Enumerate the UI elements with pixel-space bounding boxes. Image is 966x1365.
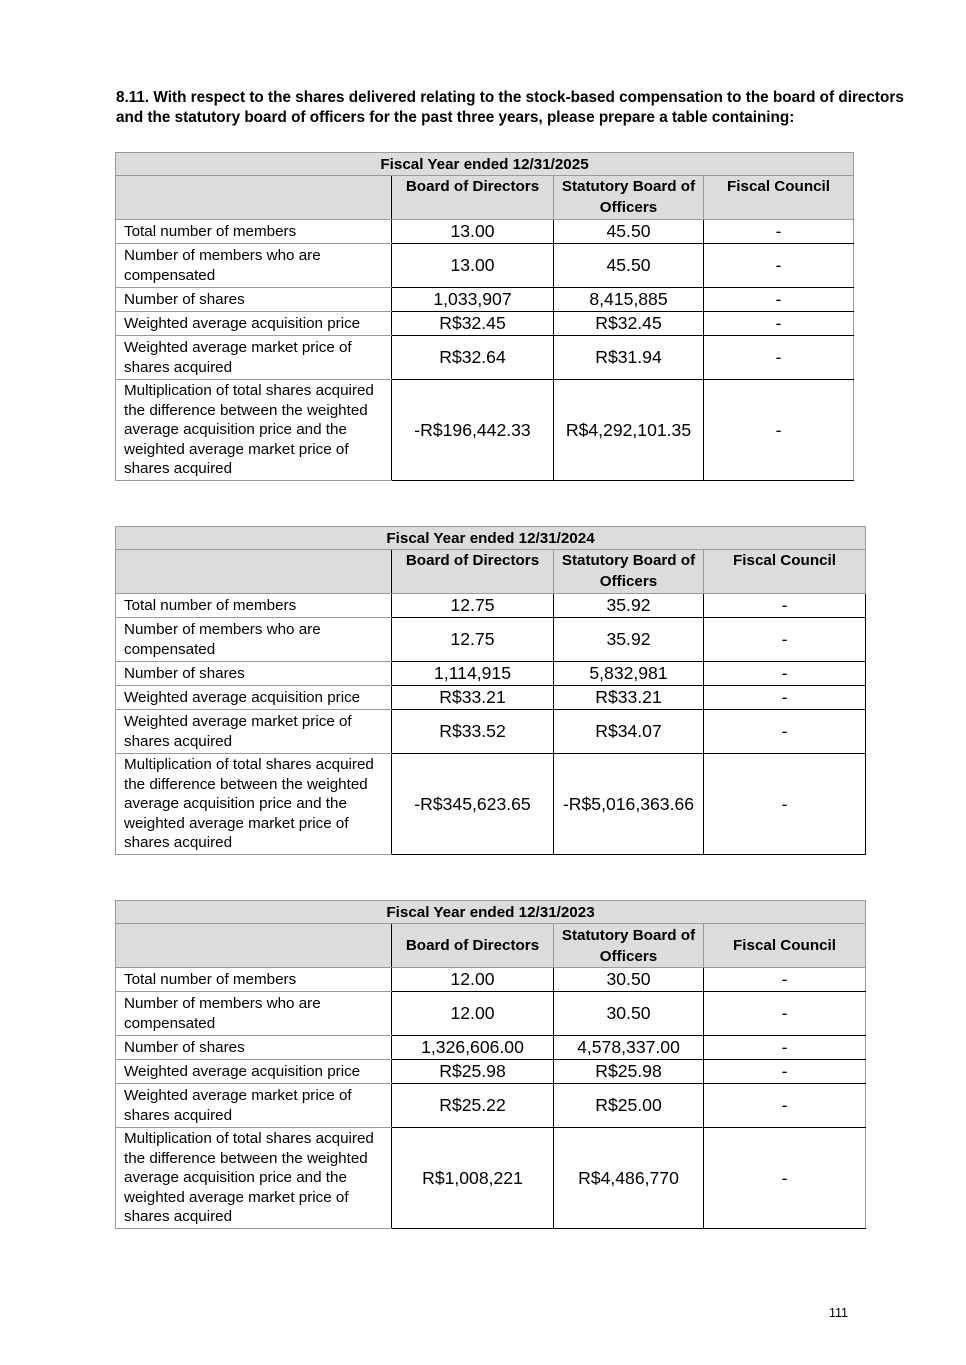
fiscal-value: - xyxy=(704,618,866,662)
fiscal-value: - xyxy=(704,594,866,618)
table-title: Fiscal Year ended 12/31/2023 xyxy=(116,901,866,924)
row-label: Weighted average acquisition price xyxy=(116,312,392,336)
row-label: Weighted average market price of shares acquired xyxy=(116,710,392,754)
row-label: Total number of members xyxy=(116,968,392,992)
row-label: Multiplication of total shares acquired the difference between the weighted average acquisition price and the weighted average market price of shares acquired xyxy=(116,380,392,481)
table-row xyxy=(116,594,866,618)
statutory-value: 5,832,981 xyxy=(554,662,704,686)
fiscal-value: - xyxy=(704,686,866,710)
fiscal-value: - xyxy=(704,1128,866,1229)
table-row xyxy=(116,618,866,662)
header-fiscal-council: Fiscal Council xyxy=(704,550,866,594)
statutory-value: 35.92 xyxy=(554,594,704,618)
table-row xyxy=(116,686,866,710)
row-label: Number of members who are compensated xyxy=(116,244,392,288)
statutory-value: R$4,292,101.35 xyxy=(554,380,704,481)
table-row xyxy=(116,754,866,855)
table-row xyxy=(116,968,866,992)
statutory-value: 4,578,337.00 xyxy=(554,1036,704,1060)
board-value: 12.00 xyxy=(392,968,554,992)
header-board-of-directors: Board of Directors xyxy=(392,924,554,968)
row-label: Multiplication of total shares acquired the difference between the weighted average acquisition price and the weighted average market price of shares acquired xyxy=(116,1128,392,1229)
fiscal-year-2023-table xyxy=(115,900,866,1229)
statutory-value: R$34.07 xyxy=(554,710,704,754)
row-label: Weighted average market price of shares acquired xyxy=(116,1084,392,1128)
table-title: Fiscal Year ended 12/31/2024 xyxy=(116,527,866,550)
row-label: Number of members who are compensated xyxy=(116,992,392,1036)
statutory-value: R$25.98 xyxy=(554,1060,704,1084)
table-row xyxy=(116,336,854,380)
statutory-value: 30.50 xyxy=(554,968,704,992)
board-value: 13.00 xyxy=(392,244,554,288)
board-value: R$25.98 xyxy=(392,1060,554,1084)
table-row xyxy=(116,1128,866,1229)
header-blank-cell xyxy=(116,176,392,220)
header-blank-cell xyxy=(116,550,392,594)
row-label: Total number of members xyxy=(116,220,392,244)
board-value: 12.00 xyxy=(392,992,554,1036)
header-statutory-board: Statutory Board of Officers xyxy=(554,924,704,968)
fiscal-value: - xyxy=(704,1036,866,1060)
table-row xyxy=(116,312,854,336)
row-label: Multiplication of total shares acquired the difference between the weighted average acquisition price and the weighted average market price of shares acquired xyxy=(116,754,392,855)
fiscal-value: - xyxy=(704,710,866,754)
fiscal-year-2024-table xyxy=(115,526,866,855)
board-value: R$1,008,221 xyxy=(392,1128,554,1229)
fiscal-value: - xyxy=(704,754,866,855)
table-row xyxy=(116,1084,866,1128)
board-value: R$33.52 xyxy=(392,710,554,754)
row-label: Total number of members xyxy=(116,594,392,618)
board-value: 12.75 xyxy=(392,594,554,618)
statutory-value: R$31.94 xyxy=(554,336,704,380)
table-row xyxy=(116,1060,866,1084)
row-label: Number of members who are compensated xyxy=(116,618,392,662)
statutory-value: R$33.21 xyxy=(554,686,704,710)
section-heading: 8.11. With respect to the shares delivered relating to the stock-based compensation to the board of directors and the statutory board of officers for the past three years, please prepare a table containing: xyxy=(116,89,904,126)
fiscal-value: - xyxy=(704,220,854,244)
board-value: R$25.22 xyxy=(392,1084,554,1128)
row-label: Weighted average acquisition price xyxy=(116,686,392,710)
fiscal-value: - xyxy=(704,288,854,312)
fiscal-value: - xyxy=(704,1060,866,1084)
table-title: Fiscal Year ended 12/31/2025 xyxy=(116,153,854,176)
fiscal-value: - xyxy=(704,244,854,288)
fiscal-value: - xyxy=(704,312,854,336)
table-row xyxy=(116,380,854,481)
table-row xyxy=(116,244,854,288)
board-value: 13.00 xyxy=(392,220,554,244)
statutory-value: 45.50 xyxy=(554,244,704,288)
board-value: -R$345,623.65 xyxy=(392,754,554,855)
fiscal-value: - xyxy=(704,968,866,992)
fiscal-year-2025-table xyxy=(115,152,854,481)
row-label: Number of shares xyxy=(116,1036,392,1060)
statutory-value: R$25.00 xyxy=(554,1084,704,1128)
table-row xyxy=(116,710,866,754)
table-row xyxy=(116,220,854,244)
header-board-of-directors: Board of Directors xyxy=(392,176,554,220)
header-board-of-directors: Board of Directors xyxy=(392,550,554,594)
header-fiscal-council: Fiscal Council xyxy=(704,176,854,220)
row-label: Weighted average market price of shares acquired xyxy=(116,336,392,380)
fiscal-value: - xyxy=(704,1084,866,1128)
statutory-value: 8,415,885 xyxy=(554,288,704,312)
board-value: -R$196,442.33 xyxy=(392,380,554,481)
statutory-value: 45.50 xyxy=(554,220,704,244)
row-label: Weighted average acquisition price xyxy=(116,1060,392,1084)
page-number: 111 xyxy=(829,1306,849,1320)
row-label: Number of shares xyxy=(116,662,392,686)
statutory-value: 30.50 xyxy=(554,992,704,1036)
statutory-value: R$32.45 xyxy=(554,312,704,336)
header-fiscal-council: Fiscal Council xyxy=(704,924,866,968)
table-row xyxy=(116,662,866,686)
fiscal-value: - xyxy=(704,380,854,481)
board-value: 1,326,606.00 xyxy=(392,1036,554,1060)
header-blank-cell xyxy=(116,924,392,968)
table-row xyxy=(116,288,854,312)
board-value: R$33.21 xyxy=(392,686,554,710)
header-statutory-board: Statutory Board of Officers xyxy=(554,550,704,594)
statutory-value: -R$5,016,363.66 xyxy=(554,754,704,855)
board-value: R$32.64 xyxy=(392,336,554,380)
fiscal-value: - xyxy=(704,992,866,1036)
statutory-value: R$4,486,770 xyxy=(554,1128,704,1229)
board-value: 1,033,907 xyxy=(392,288,554,312)
header-statutory-board: Statutory Board of Officers xyxy=(554,176,704,220)
board-value: 1,114,915 xyxy=(392,662,554,686)
table-row xyxy=(116,992,866,1036)
fiscal-value: - xyxy=(704,662,866,686)
row-label: Number of shares xyxy=(116,288,392,312)
statutory-value: 35.92 xyxy=(554,618,704,662)
table-row xyxy=(116,1036,866,1060)
board-value: R$32.45 xyxy=(392,312,554,336)
board-value: 12.75 xyxy=(392,618,554,662)
fiscal-value: - xyxy=(704,336,854,380)
